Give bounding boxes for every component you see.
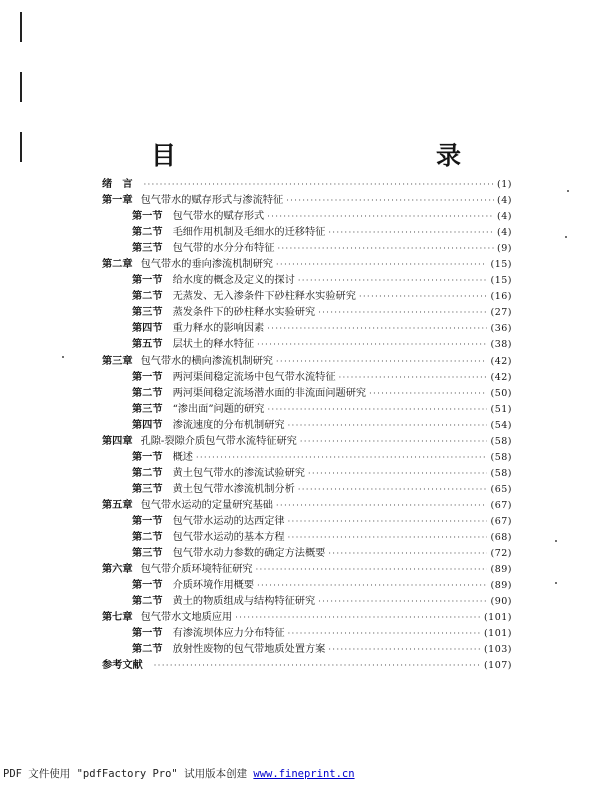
- toc-entry[interactable]: [102, 256, 512, 272]
- toc-entry-number: 第四章: [102, 434, 133, 447]
- toc-entry-page: (50): [490, 387, 512, 399]
- dot-leader: [235, 610, 481, 626]
- dot-leader: [298, 482, 488, 498]
- toc-entry-number: 第二节: [132, 290, 163, 303]
- toc-entry[interactable]: [102, 336, 512, 352]
- toc-entry-number: 第三节: [132, 242, 163, 255]
- toc-entry[interactable]: [102, 369, 512, 385]
- dot-leader: [328, 546, 487, 562]
- scan-speck: [62, 356, 64, 358]
- toc-entry-page: (58): [490, 435, 512, 447]
- toc-entry[interactable]: [102, 240, 512, 256]
- toc-entry-number: 第一节: [132, 274, 163, 287]
- dot-leader: [257, 578, 487, 594]
- toc-entry[interactable]: [102, 304, 512, 320]
- toc-entry-title: 概述: [172, 451, 193, 463]
- toc-entry[interactable]: [102, 609, 512, 625]
- dot-leader: [144, 177, 494, 193]
- toc-entry-title: 包气带的水分分布特征: [172, 243, 275, 255]
- toc-entry[interactable]: [102, 433, 512, 449]
- dot-leader: [288, 626, 481, 642]
- scan-speck: [567, 190, 569, 192]
- toc-entry-number: 第二节: [132, 643, 163, 656]
- toc-entry-title: 包气带水的垂向渗流机制研究: [140, 259, 273, 271]
- toc-entry-title: 包气带水文地质应用: [140, 612, 233, 624]
- toc-entry[interactable]: [102, 481, 512, 497]
- toc-entry-page: (103): [483, 644, 512, 656]
- dot-leader: [308, 466, 487, 482]
- toc-entry-page: (101): [483, 612, 512, 624]
- toc-entry[interactable]: [102, 449, 512, 465]
- toc-entry-page: (58): [490, 467, 512, 479]
- toc-entry-title: 层状土的释水特征: [172, 339, 255, 351]
- toc-entry-page: (89): [490, 580, 512, 592]
- toc-entry[interactable]: [102, 593, 512, 609]
- toc-entry-title: “渗出面”问题的研究: [172, 403, 265, 415]
- toc-entry-page: (38): [490, 339, 512, 351]
- dot-leader: [288, 418, 488, 434]
- toc-entry[interactable]: [102, 417, 512, 433]
- dot-leader: [328, 642, 481, 658]
- toc-entry-number: 第一章: [102, 194, 133, 207]
- toc-entry[interactable]: [102, 561, 512, 577]
- toc-entry-page: (4): [497, 211, 512, 223]
- toc-entry-title: 包气带水运动的定量研究基础: [140, 499, 273, 511]
- toc-entry-page: (15): [490, 275, 512, 287]
- dot-leader: [257, 337, 487, 353]
- toc-entry-title: 黄土的物质组成与结构特征研究: [172, 596, 316, 608]
- toc-entry-page: (107): [483, 660, 512, 672]
- toc-entry[interactable]: [102, 513, 512, 529]
- toc-entry-title: 放射性废物的包气带地质处置方案: [172, 644, 326, 656]
- toc-entry-title: 蒸发条件下的砂柱释水实验研究: [172, 307, 316, 319]
- toc-entry-page: (42): [490, 371, 512, 383]
- toc-entry-number: 绪 言: [102, 178, 133, 190]
- toc-entry-page: (68): [490, 532, 512, 544]
- toc-entry[interactable]: [102, 641, 512, 657]
- toc-entry[interactable]: [102, 272, 512, 288]
- toc-entry-title: 包气带水动力参数的确定方法概要: [172, 548, 326, 560]
- pdf-footer: [3, 766, 355, 781]
- toc-entry-number: 第二节: [132, 531, 163, 544]
- toc-entry-number: 第三节: [132, 482, 163, 495]
- dot-leader: [277, 241, 494, 257]
- toc-entry-title: 两河渠间稳定流场中包气带水流特征: [172, 371, 336, 383]
- toc-entry-number: 第五章: [102, 498, 133, 511]
- toc-entry[interactable]: [102, 176, 512, 192]
- toc-entry-title: 包气带水运动的达西定律: [172, 515, 285, 527]
- footer-link[interactable]: www.fineprint.cn: [253, 768, 355, 780]
- toc-entry-number: 第一节: [132, 370, 163, 383]
- toc-entry-title: 两河渠间稳定流场潜水面的非流面问题研究: [172, 387, 367, 399]
- toc-entry-number: 第六章: [102, 563, 133, 576]
- dot-leader: [288, 514, 488, 530]
- toc-entry-title: 包气带水运动的基本方程: [172, 532, 285, 544]
- dot-leader: [318, 594, 487, 610]
- dot-leader: [196, 450, 488, 466]
- toc-entry-title: 有渗流坝体应力分布特征: [172, 628, 285, 640]
- toc-entry-number: 第三节: [132, 306, 163, 319]
- margin-mark: [20, 12, 22, 42]
- toc-entry-number: 第一节: [132, 210, 163, 223]
- page-title: 目 录: [150, 141, 531, 170]
- toc-entry-number: 第一节: [132, 579, 163, 592]
- dot-leader: [339, 370, 488, 386]
- toc-entry-number: 第三节: [132, 402, 163, 415]
- dot-leader: [276, 498, 487, 514]
- toc-entry-page: (67): [490, 499, 512, 511]
- toc-entry-number: 第一节: [132, 514, 163, 527]
- toc-entry-page: (65): [490, 483, 512, 495]
- dot-leader: [298, 273, 488, 289]
- toc-entry-page: (67): [490, 515, 512, 527]
- toc-entry-page: (9): [497, 243, 512, 255]
- dot-leader: [276, 257, 487, 273]
- toc-entry[interactable]: [102, 577, 512, 593]
- toc-entry-page: (54): [490, 419, 512, 431]
- toc-entry-page: (1): [497, 179, 512, 190]
- toc-entry[interactable]: [102, 545, 512, 561]
- toc-entry-number: 第三章: [102, 354, 133, 367]
- toc-entry-title: 重力释水的影响因素: [172, 323, 265, 335]
- toc-entry-page: (4): [497, 195, 512, 207]
- dot-leader: [359, 289, 488, 305]
- toc-entry[interactable]: [102, 497, 512, 513]
- dot-leader: [369, 386, 487, 402]
- toc-entry-title: 包气带水的赋存形式: [172, 211, 265, 223]
- dot-leader: [267, 402, 487, 418]
- toc-entry-title: 给水度的概念及定义的探讨: [172, 275, 295, 287]
- toc-entry-page: (72): [490, 548, 512, 560]
- toc-entry-number: 第二节: [132, 595, 163, 608]
- scan-speck: [555, 582, 557, 584]
- footer-text: PDF 文件使用 "pdfFactory Pro" 试用版本创建: [3, 768, 248, 780]
- toc-entry-page: (4): [497, 227, 512, 239]
- toc-entry-title: 包气带水的赋存形式与渗流特征: [140, 195, 284, 207]
- toc-entry-number: 第五节: [132, 338, 163, 351]
- dot-leader: [286, 193, 494, 209]
- toc-entry-page: (42): [490, 355, 512, 367]
- toc-entry-number: 第二节: [132, 226, 163, 239]
- toc-entry-number: 第一节: [132, 627, 163, 640]
- toc-entry-title: 孔隙-裂隙介质包气带水流特征研究: [140, 435, 297, 447]
- toc-entry-page: (36): [490, 323, 512, 335]
- dot-leader: [267, 209, 494, 225]
- dot-leader: [318, 305, 487, 321]
- toc-entry[interactable]: [102, 529, 512, 545]
- toc-entry[interactable]: [102, 224, 512, 240]
- toc-entry-page: (101): [483, 628, 512, 640]
- toc-entry[interactable]: [102, 353, 512, 369]
- toc-entry-title: 介质环境作用概要: [172, 580, 255, 592]
- toc-entry[interactable]: [102, 465, 512, 481]
- toc-entry-number: 第一节: [132, 450, 163, 463]
- toc-entry[interactable]: [102, 625, 512, 641]
- dot-leader: [256, 562, 488, 578]
- toc-entry[interactable]: [102, 401, 512, 417]
- toc-entry-page: (89): [490, 564, 512, 576]
- toc-entry-number: 参考文献: [102, 659, 143, 672]
- toc-entry-page: (51): [490, 403, 512, 415]
- toc-entry-number: 第四节: [132, 418, 163, 431]
- dot-leader: [267, 321, 487, 337]
- toc-entry-page: (90): [490, 596, 512, 608]
- toc-entry-title: 包气带水的横向渗流机制研究: [140, 355, 273, 367]
- toc-entry-page: (15): [490, 259, 512, 271]
- toc-entry-number: 第二章: [102, 258, 133, 271]
- toc-entry-title: 无蒸发、无入渗条件下砂柱释水实验研究: [172, 291, 356, 303]
- toc-entry-title: 包气带介质环境特征研究: [140, 564, 253, 576]
- toc-entry-number: 第二节: [132, 386, 163, 399]
- toc-entry[interactable]: [102, 385, 512, 401]
- toc-entry[interactable]: [102, 657, 512, 673]
- toc-entry[interactable]: [102, 320, 512, 336]
- toc-entry[interactable]: [102, 208, 512, 224]
- toc-entry[interactable]: [102, 192, 512, 208]
- toc-entry-number: 第二节: [132, 466, 163, 479]
- toc-entry-title: 渗流速度的分布机制研究: [172, 419, 285, 431]
- dot-leader: [276, 354, 487, 370]
- scan-speck: [555, 540, 557, 542]
- toc-entry-page: (16): [490, 291, 512, 303]
- dot-leader: [300, 434, 488, 450]
- dot-leader: [328, 225, 494, 241]
- toc-entry-number: 第三节: [132, 547, 163, 560]
- toc-entry-number: 第四节: [132, 322, 163, 335]
- toc-entry-title: 毛细作用机制及毛细水的迁移特征: [172, 227, 326, 239]
- toc-entry-page: (58): [490, 451, 512, 463]
- toc-entry-title: 黄土包气带水渗流机制分析: [172, 483, 295, 495]
- dot-leader: [288, 530, 488, 546]
- scan-speck: [565, 236, 567, 238]
- toc-entry-number: 第七章: [102, 611, 133, 624]
- toc-entry-page: (27): [490, 307, 512, 319]
- toc-entry-title: 黄土包气带水的渗流试验研究: [172, 467, 305, 479]
- toc-entry[interactable]: [102, 288, 512, 304]
- dot-leader: [154, 658, 481, 674]
- margin-mark: [20, 72, 22, 102]
- table-of-contents: [102, 176, 512, 673]
